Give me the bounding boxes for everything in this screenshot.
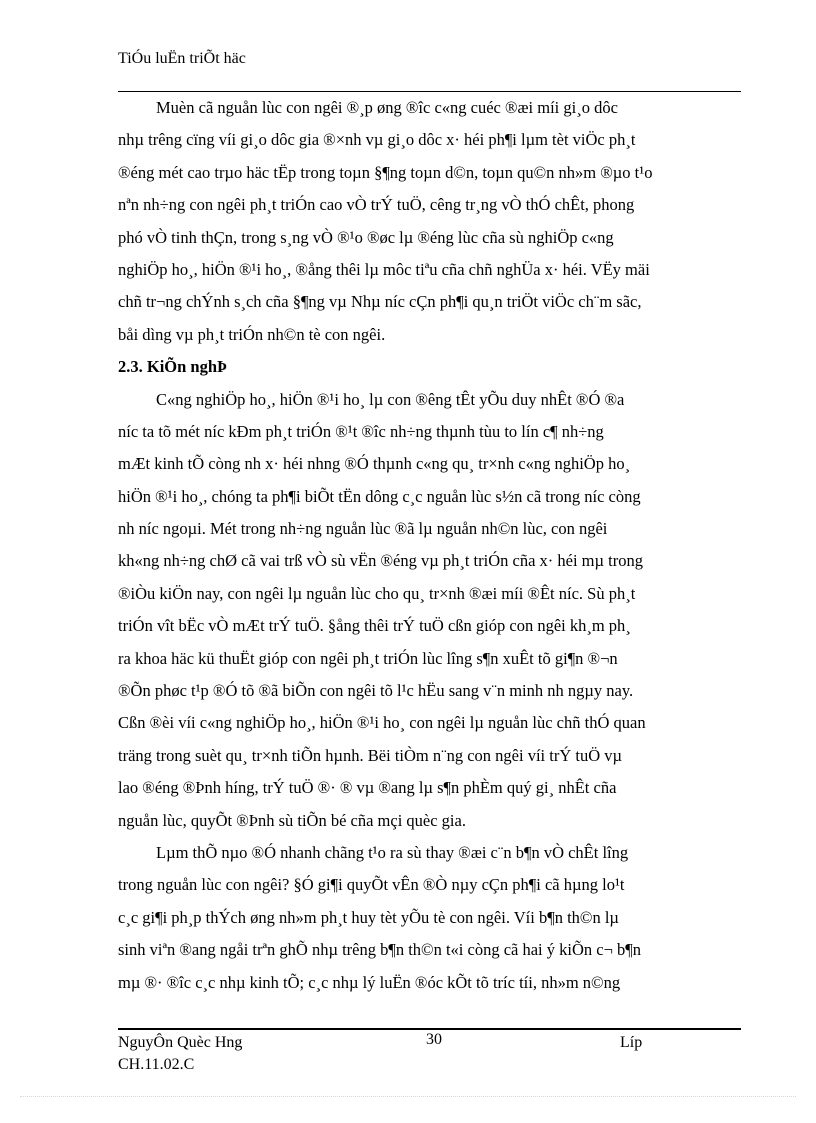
text-line: phó vÒ tinh thÇn, trong s¸ng vÒ ®¹o ®øc lµ ®éng lùc cña sù nghiÖp c«ng: [118, 227, 614, 247]
text-line: mÆt kinh tÕ còng nh x· héi nhng ®Ó thµnh c«ng qu¸ tr×nh c«ng nghiÖp ho¸: [118, 454, 631, 474]
page-number: 30: [426, 1031, 442, 1048]
page-header-title: TiÓu luËn triÕt häc: [118, 50, 246, 67]
text-line: Lµm thÕ nµo ®Ó nhanh chãng t¹o ra sù thay ®æi c¨n b¶n vÒ chÊt lîng: [156, 842, 629, 862]
text-line: träng trong suèt qu¸ tr×nh tiÕn hµnh. Bëi tiÒm n¨ng con ngêi víi trÝ tuÖ vµ: [118, 745, 623, 765]
text-line: triÓn vît bËc vÒ mÆt trÝ tuÖ. §ång thêi trÝ tuÖ cßn gióp con ngêi kh¸m ph¸: [118, 616, 631, 636]
text-line: båi dìng vµ ph¸t triÓn nh©n tè con ngêi.: [118, 324, 386, 344]
text-line: ra khoa häc kü thuËt gióp con ngêi ph¸t triÓn lùc lîng s¶n xuÊt tõ gi¶n ®¬n: [118, 648, 618, 668]
text-line: Muèn cã nguån lùc con ngêi ®¸p øng ®îc c«ng cuéc ®æi míi gi¸o dôc: [156, 98, 618, 117]
footer-divider: [118, 1028, 741, 1030]
footer-code: CH.11.02.C: [118, 1056, 195, 1073]
text-line: C«ng nghiÖp ho¸, hiÖn ®¹i ho¸ lµ con ®êng tÊt yÕu duy nhÊt ®Ó ®a: [156, 389, 625, 409]
footer-class-label: Líp: [620, 1034, 643, 1051]
document-body: [118, 92, 741, 999]
text-line: hiÖn ®¹i ho¸, chóng ta ph¶i biÕt tËn dông c¸c nguån lùc s½n cã trong níc còng: [118, 486, 641, 506]
text-line: ®Õn phøc t¹p ®Ó tõ ®ã biÕn con ngêi tõ l¹c hËu sang v¨n minh nh ngµy nay.: [118, 681, 634, 701]
footer-author: NguyÔn Quèc Hng: [118, 1034, 243, 1051]
section-heading: 2.3. KiÕn nghÞ: [118, 357, 228, 377]
text-line: lao ®éng ®Þnh híng, trÝ tuÖ ®· ® vµ ®ang lµ s¶n phÈm quý gi¸ nhÊt cña: [118, 778, 617, 798]
text-line: nªn nh÷ng con ngêi ph¸t triÓn cao vÒ trÝ tuÖ, cêng tr¸ng vÒ thÓ chÊt, phong: [118, 195, 635, 215]
text-line: sinh viªn ®ang ngåi trªn ghÕ nhµ trêng b¶n th©n t«i còng cã hai ý kiÕn c¬ b¶n: [118, 940, 641, 960]
text-line: trong nguån lùc con ngêi? §Ó gi¶i quyÕt vÊn ®Ò nµy cÇn ph¶i cã hµng lo¹t: [118, 875, 625, 895]
text-line: Cßn ®èi víi c«ng nghiÖp ho¸, hiÖn ®¹i ho¸ con ngêi lµ nguån lùc chñ thÓ quan: [118, 713, 646, 733]
text-line: c¸c gi¶i ph¸p thÝch øng nh»m ph¸t huy tèt yÕu tè con ngêi. Víi b¶n th©n lµ: [118, 907, 619, 927]
text-line: ®iÒu kiÖn nay, con ngêi lµ nguån lùc cho qu¸ tr×nh ®æi míi ®Êt níc. Sù ph¸t: [118, 583, 636, 603]
text-line: nh níc ngoµi. Mét trong nh÷ng nguån lùc ®ã lµ nguån nh©n lùc, con ngêi: [118, 519, 608, 539]
text-line: níc ta tõ mét níc kÐm ph¸t triÓn ®¹t ®îc nh÷ng thµnh tùu to lín c¶ nh÷ng: [118, 421, 604, 441]
text-line: ®éng mét cao trµo häc tËp trong toµn §¶ng toµn d©n, toµn qu©n nh»m ®µo t¹o: [118, 162, 653, 182]
text-line: nghiÖp ho¸, hiÖn ®¹i ho¸, ®ång thêi lµ môc tiªu cña chñ nghÜa x· héi. VËy mäi: [118, 259, 650, 279]
text-line: mµ ®· ®îc c¸c nhµ kinh tÕ; c¸c nhµ lý luËn ®óc kÕt tõ tríc tíi, nh»m n©ng: [118, 972, 621, 992]
text-line: nguån lùc, quyÕt ®Þnh sù tiÕn bé cña mçi quèc gia.: [118, 810, 466, 830]
page-bottom-border: [20, 1096, 796, 1097]
text-line: nhµ trêng cïng víi gi¸o dôc gia ®×nh vµ gi¸o dôc x· héi ph¶i lµm tèt viÖc ph¸t: [118, 130, 636, 150]
text-line: kh«ng nh÷ng chØ cã vai trß vÒ sù vËn ®éng vµ ph¸t triÓn cña x· héi mµ trong: [118, 551, 643, 571]
text-line: chñ tr¬ng chÝnh s¸ch cña §¶ng vµ Nhµ níc cÇn ph¶i qu¸n triÖt viÖc ch¨m sãc,: [118, 292, 642, 312]
